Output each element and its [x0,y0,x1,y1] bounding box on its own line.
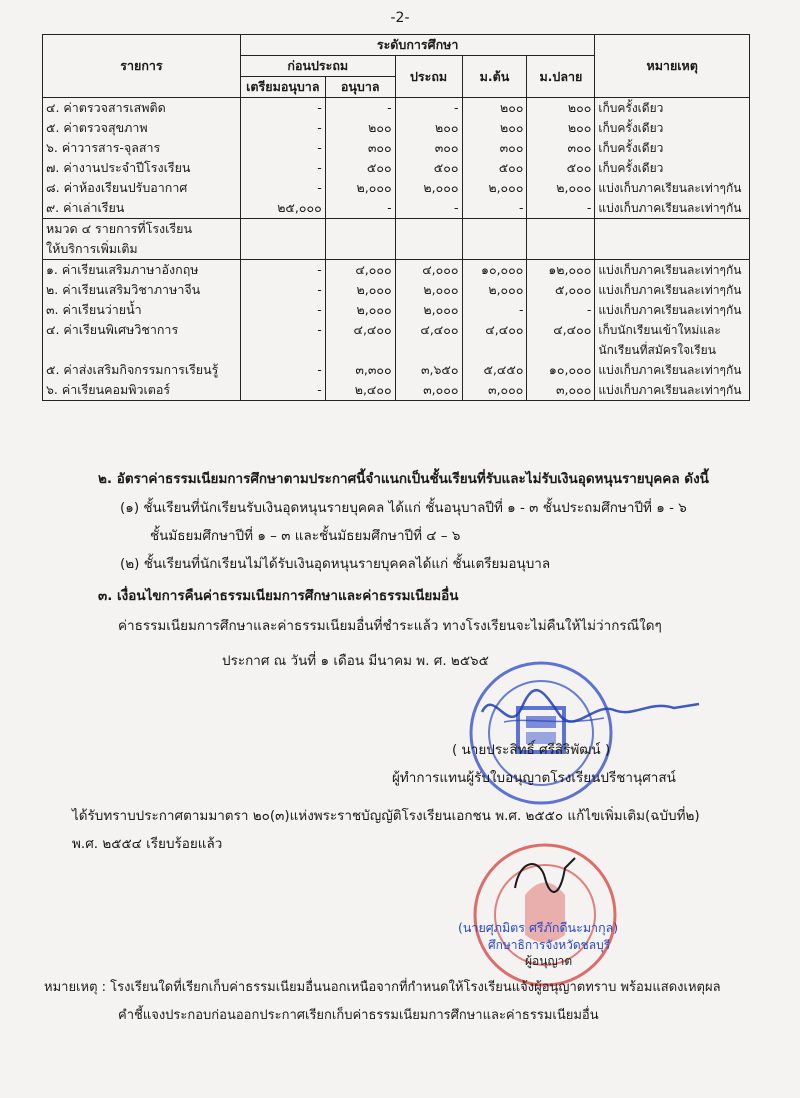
row-item-label: ค่าตรวจสุขภาพ [63,120,148,135]
row-number: ๖. [46,382,58,397]
row-item-label: ค่าตรวจสารเสพติด [63,100,166,115]
signature-2 [505,848,585,908]
row-label [43,300,241,320]
row-item-label: ค่าเรียนเสริมวิชาภาษาจีน [62,282,201,297]
row-number: ๒. [46,282,59,297]
header-preschool: ก่อนประถม [240,56,395,77]
signer-2-name: (นายศุภมิตร ศรีภักดีนะมากุล) [458,920,619,935]
page-number: -2- [390,10,410,26]
kindergarten-fee: ๒๐๐ [325,118,395,138]
row-label [43,260,241,281]
pre-kindergarten-fee: - [240,300,325,320]
kindergarten-fee: - [325,198,395,219]
section-4-header-row [43,219,750,260]
row-item-label: ค่าห้องเรียนปรับอากาศ [63,180,188,195]
remark-cell: แบ่งเก็บภาคเรียนละเท่าๆกัน [595,198,750,219]
row-number: ๔. [46,322,60,337]
section-4-title [43,219,241,260]
primary-fee: ๓๐๐ [395,138,462,158]
remark-cell: เก็บครั้งเดียว [595,118,750,138]
remark-cell: แบ่งเก็บภาคเรียนละเท่าๆกัน [595,260,750,281]
primary-fee: ๓,๐๐๐ [395,380,462,401]
primary-fee: - [395,98,462,119]
lower-secondary-fee: ๔,๔๐๐ [462,320,527,360]
row-item-label: ค่าส่งเสริมกิจกรรมการเรียนรู้ [63,362,219,377]
note-line-1: หมายเหตุ : โรงเรียนใดที่เรียกเก็บค่าธรรมเนียมอื่นนอกเหนือจากที่กำหนดให้โรงเรียนแจ้งผู้อนุญาตทราบ พร้อมแสดงเหตุผล [44,980,721,995]
primary-fee: ๒,๐๐๐ [395,178,462,198]
clause-2-title: ๒. อัตราค่าธรรมเนียมการศึกษาตามประกาศนี้จำแนกเป็นชั้นเรียนที่รับและไม่รับเงินอุดหนุนรายบุคคล ดังนี้ [98,471,709,487]
upper-secondary-fee: ๑๐,๐๐๐ [527,360,595,380]
primary-fee: ๒,๐๐๐ [395,280,462,300]
row-label [43,360,241,380]
note-line-2: คำชี้แจงประกอบก่อนออกประกาศเรียกเก็บค่าธรรมเนียมการศึกษาและค่าธรรมเนียมอื่น [118,1008,599,1023]
table-row [43,260,750,281]
upper-secondary-fee: ๓๐๐ [527,138,595,158]
acknowledge-line-1: ได้รับทราบประกาศตามมาตรา ๒๐(๓)แห่งพระราชบัญญัติโรงเรียนเอกชน พ.ศ. ๒๕๕๐ แก้ไขเพิ่มเติม(ฉบับที่๒) [72,808,700,824]
table-row [43,360,750,380]
pre-kindergarten-fee: - [240,260,325,281]
header-pre-kindergarten: เตรียมอนุบาล [240,77,325,98]
remark-cell: เก็บครั้งเดียว [595,158,750,178]
lower-secondary-fee: ๒,๐๐๐ [462,178,527,198]
row-item-label: ค่างานประจำปีโรงเรียน [63,160,191,175]
pre-kindergarten-fee: - [240,320,325,360]
header-item: รายการ [43,35,241,98]
pre-kindergarten-fee: - [240,98,325,119]
row-label [43,98,241,119]
signer-1-name: ( นายประสิทธิ์ ศรีสิริพัฒน์ ) [452,742,611,758]
remark-cell: เก็บครั้งเดียว [595,98,750,119]
clause-3-body: ค่าธรรมเนียมการศึกษาและค่าธรรมเนียมอื่นที่ชำระแล้ว ทางโรงเรียนจะไม่คืนให้ไม่ว่ากรณีใดๆ [118,618,662,634]
row-label [43,118,241,138]
row-label [43,158,241,178]
header-remark: หมายเหตุ [595,35,750,98]
header-education-level: ระดับการศึกษา [240,35,594,56]
kindergarten-fee: ๒,๔๐๐ [325,380,395,401]
kindergarten-fee: ๒,๐๐๐ [325,280,395,300]
lower-secondary-fee: ๑๐,๐๐๐ [462,260,527,281]
table-row [43,138,750,158]
row-number: ๙. [46,200,60,215]
pre-kindergarten-fee: - [240,158,325,178]
primary-fee: ๒,๐๐๐ [395,300,462,320]
clause-2-item-1: (๑) ชั้นเรียนที่นักเรียนรับเงินอุดหนุนรายบุคคล ได้แก่ ชั้นอนุบาลปีที่ ๑ - ๓ ชั้นประถมศึกษาปีที่ ๑ - ๖ [120,500,687,516]
lower-secondary-fee: ๓,๐๐๐ [462,380,527,401]
pre-kindergarten-fee: - [240,178,325,198]
row-number: ๓. [46,302,59,317]
remark-cell: แบ่งเก็บภาคเรียนละเท่าๆกัน [595,178,750,198]
clause-3-title: ๓. เงื่อนไขการคืนค่าธรรมเนียมการศึกษาและค่าธรรมเนียมอื่น [98,588,459,604]
row-label [43,138,241,158]
remark-cell: แบ่งเก็บภาคเรียนละเท่าๆกัน [595,380,750,401]
kindergarten-fee: ๔,๐๐๐ [325,260,395,281]
signer-1-title: ผู้ทำการแทนผู้รับใบอนุญาตโรงเรียนปรีชานุศาสน์ [392,770,676,786]
remark-cell: เก็บครั้งเดียว [595,138,750,158]
lower-secondary-fee: - [462,198,527,219]
pre-kindergarten-fee: ๒๕,๐๐๐ [240,198,325,219]
primary-fee: ๕๐๐ [395,158,462,178]
row-number: ๔. [46,100,60,115]
pre-kindergarten-fee: - [240,138,325,158]
pre-kindergarten-fee: - [240,360,325,380]
kindergarten-fee: - [325,98,395,119]
upper-secondary-fee: - [527,300,595,320]
lower-secondary-fee: ๕,๔๕๐ [462,360,527,380]
clause-2-item-1-cont: ชั้นมัธยมศึกษาปีที่ ๑ – ๓ และชั้นมัธยมศึกษาปีที่ ๔ – ๖ [150,528,461,544]
pre-kindergarten-fee: - [240,118,325,138]
upper-secondary-fee: ๕,๐๐๐ [527,280,595,300]
row-number: ๕. [46,362,60,377]
lower-secondary-fee: ๒,๐๐๐ [462,280,527,300]
header-upper-secondary: ม.ปลาย [527,56,595,98]
table-row [43,118,750,138]
row-number: ๖. [46,140,58,155]
upper-secondary-fee: ๒๐๐ [527,98,595,119]
section-4-line1: หมวด ๔ รายการที่โรงเรียน [46,221,193,236]
table-row [43,320,750,360]
pre-kindergarten-fee: - [240,380,325,401]
row-label [43,380,241,401]
header-kindergarten: อนุบาล [325,77,395,98]
table-row [43,380,750,401]
signature-1 [474,682,704,742]
remark-cell: แบ่งเก็บภาคเรียนละเท่าๆกัน [595,360,750,380]
row-number: ๑. [46,262,58,277]
lower-secondary-fee: ๕๐๐ [462,158,527,178]
table-row [43,280,750,300]
signer-2-role: ผู้อนุญาต [525,954,573,968]
table-row [43,98,750,119]
table-row [43,178,750,198]
row-item-label: ค่าเรียนคอมพิวเตอร์ [61,382,171,397]
header-primary: ประถม [395,56,462,98]
lower-secondary-fee: ๒๐๐ [462,118,527,138]
upper-secondary-fee: ๑๒,๐๐๐ [527,260,595,281]
header-lower-secondary: ม.ต้น [462,56,527,98]
section-4-line2: ให้บริการเพิ่มเติม [46,241,138,256]
primary-fee: ๔,๐๐๐ [395,260,462,281]
remark-cell: แบ่งเก็บภาคเรียนละเท่าๆกัน [595,280,750,300]
row-number: ๕. [46,120,60,135]
remark-cell: เก็บนักเรียนเข้าใหม่และนักเรียนที่สมัครใจเรียน [595,320,750,360]
row-item-label: ค่าเรียนพิเศษวิชาการ [63,322,179,337]
lower-secondary-fee: ๒๐๐ [462,98,527,119]
remark-cell: แบ่งเก็บภาคเรียนละเท่าๆกัน [595,300,750,320]
row-label [43,178,241,198]
row-label [43,320,241,360]
upper-secondary-fee: - [527,198,595,219]
kindergarten-fee: ๔,๔๐๐ [325,320,395,360]
kindergarten-fee: ๒,๐๐๐ [325,300,395,320]
upper-secondary-fee: ๒,๐๐๐ [527,178,595,198]
row-number: ๗. [46,160,60,175]
row-label [43,198,241,219]
lower-secondary-fee: ๓๐๐ [462,138,527,158]
primary-fee: ๓,๖๕๐ [395,360,462,380]
row-item-label: ค่าเรียนเสริมภาษาอังกฤษ [61,262,199,277]
primary-fee: ๒๐๐ [395,118,462,138]
row-number: ๘. [46,180,60,195]
row-item-label: ค่าวารสาร-จุลสาร [61,140,161,155]
kindergarten-fee: ๕๐๐ [325,158,395,178]
row-item-label: ค่าเรียนว่ายน้ำ [62,302,142,317]
clause-2-item-2: (๒) ชั้นเรียนที่นักเรียนไม่ได้รับเงินอุดหนุนรายบุคคลได้แก่ ชั้นเตรียมอนุบาล [120,556,551,572]
row-label [43,280,241,300]
upper-secondary-fee: ๔,๔๐๐ [527,320,595,360]
table-row [43,158,750,178]
kindergarten-fee: ๓,๓๐๐ [325,360,395,380]
kindergarten-fee: ๒,๐๐๐ [325,178,395,198]
upper-secondary-fee: ๒๐๐ [527,118,595,138]
upper-secondary-fee: ๕๐๐ [527,158,595,178]
acknowledge-line-2: พ.ศ. ๒๕๕๔ เรียบร้อยแล้ว [72,836,223,852]
table-row [43,198,750,219]
primary-fee: ๔,๔๐๐ [395,320,462,360]
table-row [43,300,750,320]
signer-2-title: ศึกษาธิการจังหวัดชลบุรี [488,938,611,952]
fee-table [42,34,750,401]
primary-fee: - [395,198,462,219]
upper-secondary-fee: ๓,๐๐๐ [527,380,595,401]
announce-date: ประกาศ ณ วันที่ ๑ เดือน มีนาคม พ. ศ. ๒๕๖๕ [222,653,489,669]
pre-kindergarten-fee: - [240,280,325,300]
kindergarten-fee: ๓๐๐ [325,138,395,158]
row-item-label: ค่าเล่าเรียน [63,200,125,215]
lower-secondary-fee: - [462,300,527,320]
